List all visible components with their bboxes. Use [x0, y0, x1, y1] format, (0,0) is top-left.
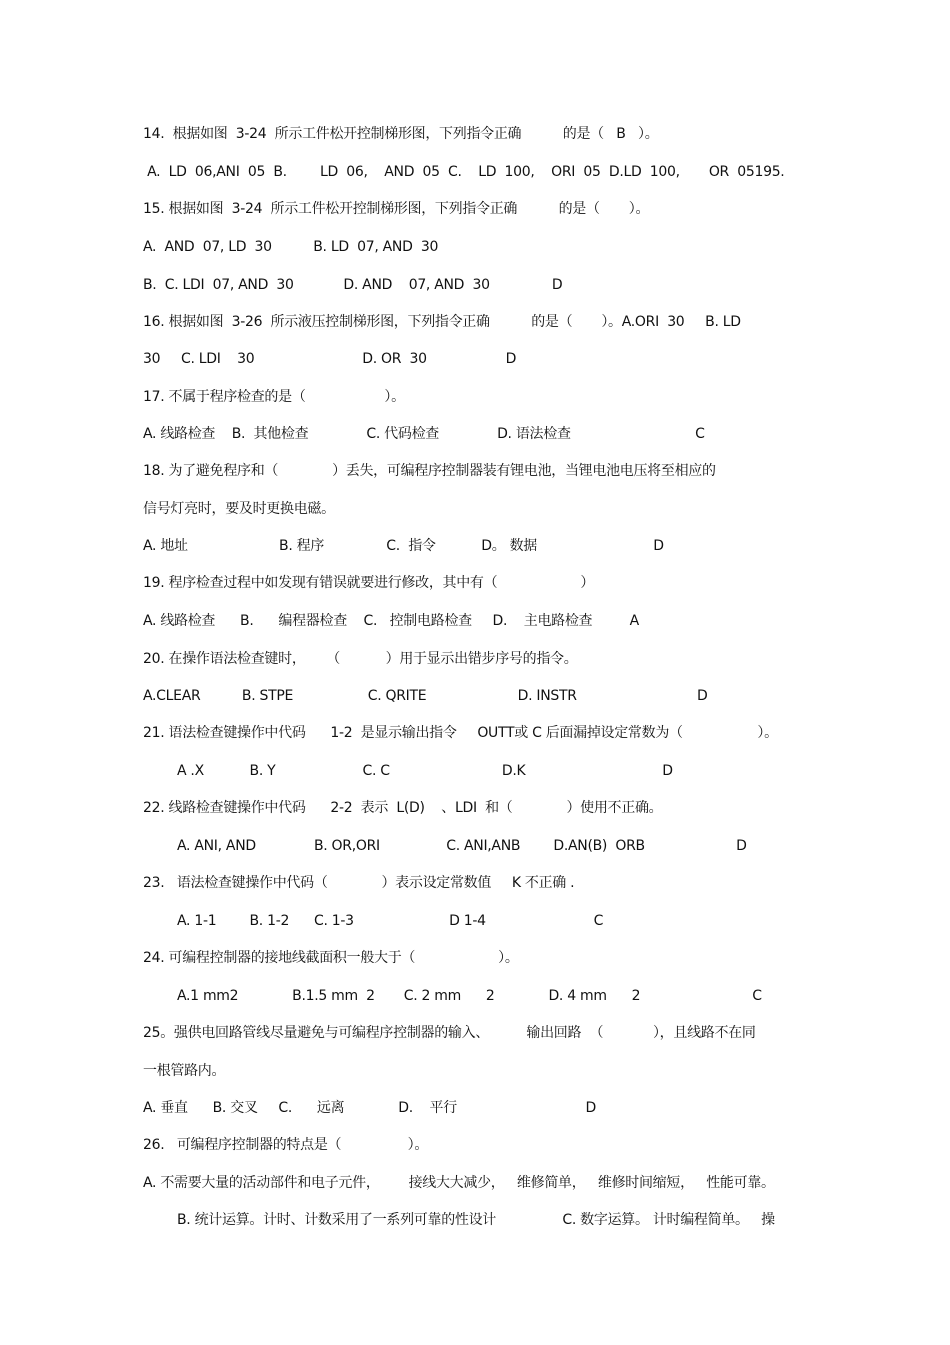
question-25-options: A. 垂直 B. 交叉 C. 远离 D. 平行 D	[143, 1100, 597, 1116]
question-22: 22. 线路检查键操作中代码 2-2 表示 L(D) 、LDI 和（ ）使用不正确。	[143, 800, 663, 816]
question-20-options: A.CLEAR B. STPE C. QRITE D. INSTR D	[143, 688, 708, 704]
question-25-cont: 一根管路内。	[143, 1063, 226, 1079]
question-25: 25。强供电回路管线尽量避免与可编程序控制器的输入、 输出回路 （ ），且线路不在同	[143, 1025, 756, 1041]
question-19: 19. 程序检查过程中如发现有错误就要进行修改，其中有（ ）	[143, 575, 595, 591]
question-17-options: A. 线路检查 B. 其他检查 C. 代码检查 D. 语法检查 C	[143, 426, 705, 442]
question-16-options: 30 C. LDI 30 D. OR 30 D	[143, 351, 517, 367]
question-24-options: A.1 mm2 B.1.5 mm 2 C. 2 mm 2 D. 4 mm 2 C	[177, 988, 762, 1004]
question-23-options: A. 1-1 B. 1-2 C. 1-3 D 1-4 C	[177, 913, 604, 929]
question-15: 15. 根据如图 3-24 所示工件松开控制梯形图，下列指令正确 的是（ ）。	[143, 201, 650, 217]
question-17: 17. 不属于程序检查的是（ ）。	[143, 389, 405, 405]
question-15-options-b: B. C. LDI 07, AND 30 D. AND 07, AND 30 D	[143, 277, 563, 293]
question-15-options-a: A. AND 07, LD 30 B. LD 07, AND 30	[143, 239, 439, 255]
question-24: 24. 可编程控制器的接地线截面积一般大于（ ）。	[143, 950, 519, 966]
question-26: 26. 可编程序控制器的特点是（ ）。	[143, 1137, 429, 1153]
question-20: 20. 在操作语法检查键时， （ ）用于显示出错步序号的指令。	[143, 651, 578, 667]
question-14: 14. 根据如图 3-24 所示工件松开控制梯形图，下列指令正确 的是（ B ）。	[143, 126, 659, 142]
question-26-option-bc: B. 统计运算。计时、计数采用了一系列可靠的性设计 C. 数字运算。 计时编程简单。 操	[177, 1212, 775, 1228]
question-16: 16. 根据如图 3-26 所示液压控制梯形图，下列指令正确 的是（ ）。A.ORI 30 B. LD	[143, 314, 741, 330]
question-18: 18. 为了避免程序和（ ）丢失，可编程序控制器装有锂电池，当锂电池电压将至相应的	[143, 463, 716, 479]
question-23: 23. 语法检查键操作中代码（ ）表示设定常数值 K 不正确 .	[143, 875, 575, 891]
question-26-option-a: A. 不需要大量的活动部件和电子元件， 接线大大减少， 维修简单， 维修时间缩短， 性能可靠。	[143, 1175, 775, 1191]
question-18-options: A. 地址 B. 程序 C. 指令 D。 数据 D	[143, 538, 664, 554]
question-21-options: A .X B. Y C. C D.K D	[177, 763, 673, 779]
question-14-options: A. LD 06,ANI 05 B. LD 06, AND 05 C. LD 100, ORI 05 D.LD 100, OR 05195.	[143, 164, 785, 180]
question-18-cont: 信号灯亮时，要及时更换电磁。	[143, 501, 335, 517]
question-22-options: A. ANI, AND B. OR,ORI C. ANI,ANB D.AN(B) ORB D	[177, 838, 747, 854]
question-21: 21. 语法检查键操作中代码 1-2 是显示输出指令 OUTT或 C 后面漏掉设定常数为（ ）。	[143, 725, 778, 741]
question-19-options: A. 线路检查 B. 编程器检查 C. 控制电路检查 D. 主电路检查 A	[143, 613, 639, 629]
